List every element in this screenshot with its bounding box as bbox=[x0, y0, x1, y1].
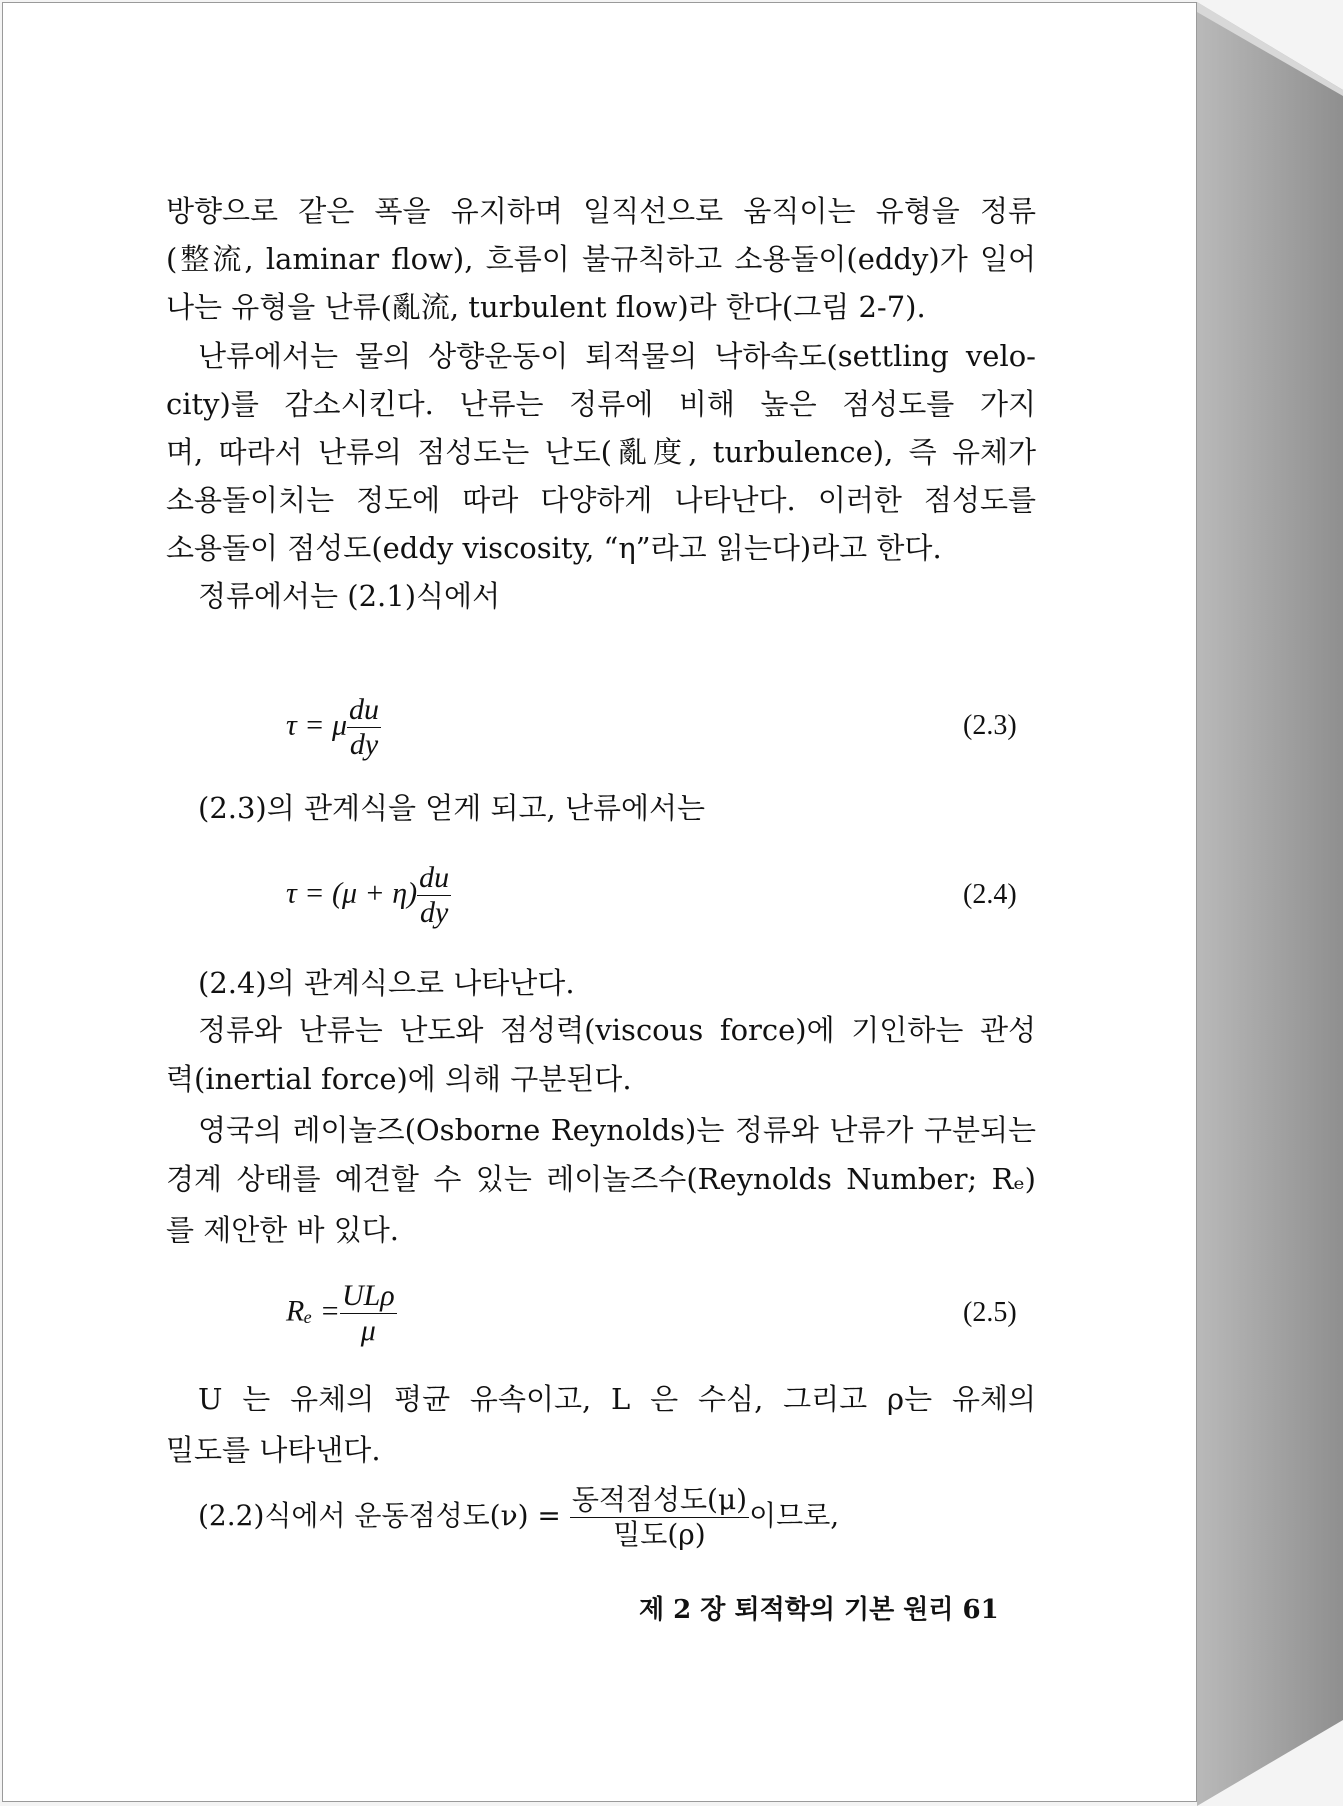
fraction-numerator: du bbox=[419, 861, 450, 894]
fraction-numerator: ULρ bbox=[341, 1279, 395, 1312]
equation-number: (2.4) bbox=[963, 879, 1017, 910]
text-line: 난류에서는 물의 상향운동이 퇴적물의 낙하속도(settling velo- bbox=[198, 339, 1036, 373]
text-line: U 는 유체의 평균 유속이고, L 은 수심, 그리고 ρ는 유체의 bbox=[198, 1382, 1036, 1416]
text-line: 방향으로 같은 폭을 유지하며 일직선으로 움직이는 유형을 정류 bbox=[166, 194, 1036, 228]
fraction bbox=[417, 861, 451, 930]
text-line: 소용돌이치는 정도에 따라 다양하게 나타난다. 이러한 점성도를 bbox=[166, 483, 1036, 517]
equation-lhs: τ = μ bbox=[286, 708, 348, 742]
book-spine bbox=[1197, 0, 1343, 1806]
equation-2-4 bbox=[286, 861, 451, 930]
fraction-numerator: 동적점성도(μ) bbox=[571, 1483, 748, 1516]
fraction-denominator: dy bbox=[349, 728, 379, 761]
equation-lhs: Rₑ = bbox=[286, 1294, 340, 1328]
text-line: 정류에서는 (2.1)식에서 bbox=[198, 579, 501, 613]
text-line: 력(inertial force)에 의해 구분된다. bbox=[166, 1062, 632, 1096]
inline-equation bbox=[198, 1483, 839, 1552]
equation-lhs: τ = (μ + η) bbox=[286, 876, 418, 910]
equation-2-3 bbox=[286, 693, 381, 762]
fraction bbox=[340, 1279, 397, 1348]
text-line: 를 제안한 바 있다. bbox=[166, 1213, 399, 1247]
text-line: (2.4)의 관계식으로 나타난다. bbox=[198, 966, 575, 1000]
fraction-denominator: 밀도(ρ) bbox=[613, 1518, 706, 1551]
text-line: 밀도를 나타낸다. bbox=[166, 1433, 381, 1467]
fraction-denominator: dy bbox=[419, 896, 449, 929]
text-line: 경계 상태를 예견할 수 있는 레이놀즈수(Reynolds Number; Rₑ) bbox=[166, 1162, 1036, 1196]
text-line: (2.3)의 관계식을 얻게 되고, 난류에서는 bbox=[198, 791, 706, 825]
equation-prefix: (2.2)식에서 운동점성도(ν) = bbox=[198, 1499, 561, 1532]
equation-number: (2.5) bbox=[963, 1297, 1017, 1328]
equation-suffix: 이므로, bbox=[749, 1499, 840, 1532]
page-footer: 제 2 장 퇴적학의 기본 원리 61 bbox=[639, 1595, 999, 1625]
text-line: 며, 따라서 난류의 점성도는 난도(亂度, turbulence), 즉 유체가 bbox=[166, 435, 1036, 469]
fraction-denominator: μ bbox=[360, 1314, 376, 1347]
fraction bbox=[570, 1483, 749, 1552]
book-page bbox=[2, 2, 1197, 1802]
equation-2-5 bbox=[286, 1279, 397, 1348]
text-line: 영국의 레이놀즈(Osborne Reynolds)는 정류와 난류가 구분되는 bbox=[198, 1113, 1036, 1147]
fraction-numerator: du bbox=[349, 693, 380, 726]
text-line: 소용돌이 점성도(eddy viscosity, “η”라고 읽는다)라고 한다. bbox=[166, 531, 942, 565]
fraction bbox=[347, 693, 381, 762]
equation-number: (2.3) bbox=[963, 710, 1017, 741]
text-line: 나는 유형을 난류(亂流, turbulent flow)라 한다(그림 2-7). bbox=[166, 290, 926, 324]
text-line: city)를 감소시킨다. 난류는 정류에 비해 높은 점성도를 가지 bbox=[166, 387, 1036, 421]
text-line: 정류와 난류는 난도와 점성력(viscous force)에 기인하는 관성 bbox=[198, 1013, 1036, 1047]
text-line: (整流, laminar flow), 흐름이 불규칙하고 소용돌이(eddy)가 일어 bbox=[166, 242, 1036, 276]
